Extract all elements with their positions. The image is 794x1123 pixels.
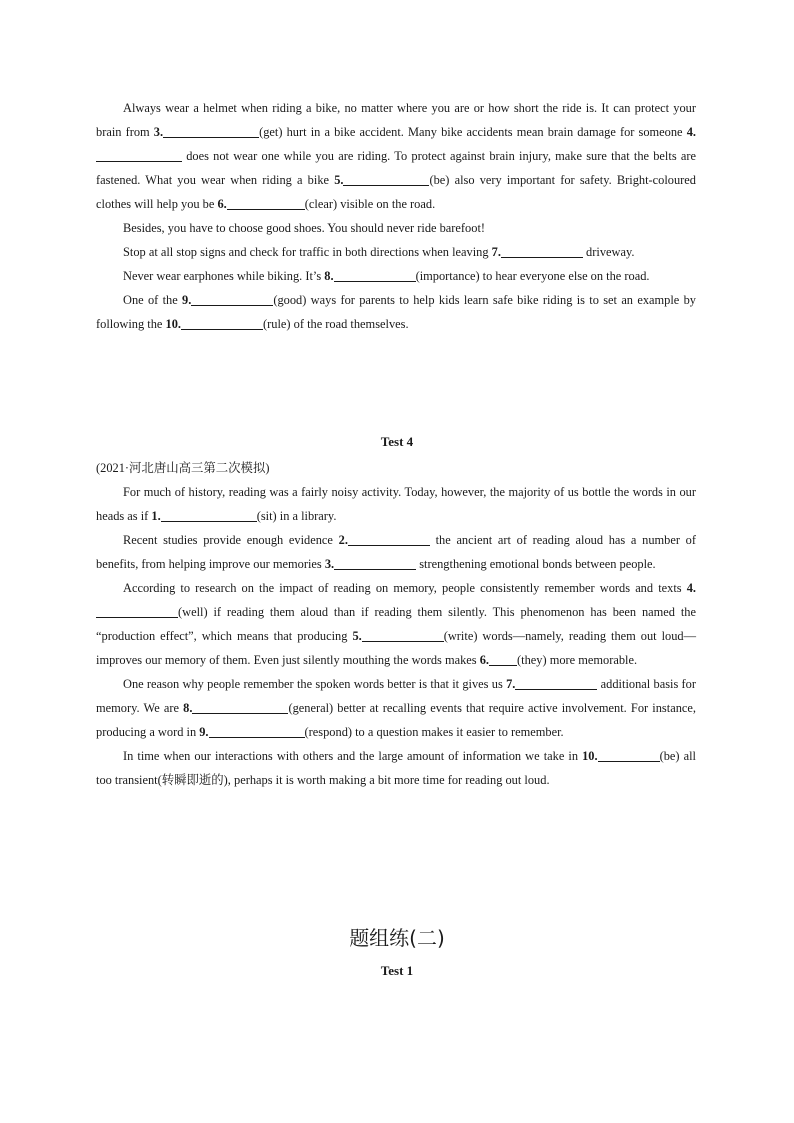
paragraph: One of the 9. (good) ways for parents to help kids learn safe bike riding is to set an example by following the 10. (rule) of the road themselves. xyxy=(96,293,696,331)
answer-blank[interactable] xyxy=(501,243,583,258)
blank-number: 10. xyxy=(582,749,598,763)
passage-test3 xyxy=(96,96,696,336)
answer-blank[interactable] xyxy=(191,291,273,306)
blank-number: 1. xyxy=(151,509,161,523)
blank-number: 4. xyxy=(686,581,696,595)
paragraph: According to research on the impact of reading on memory, people consistently remember words and texts 4.(well) if reading them aloud than if reading them silently. This phenomenon has been named the “production effect”, which means that producing 5. (write) words—namely, reading them out loud—improves our memory of them. Even just silently mouthing the words makes 6. (they) more memorable. xyxy=(96,581,697,667)
paragraph: Besides, you have to choose good shoes. You should never ride barefoot! xyxy=(123,221,486,235)
blank-number: 4. xyxy=(686,125,696,139)
paragraph: Always wear a helmet when riding a bike, no matter where you are or how short the ride is. It can protect your brain from 3. (get) hurt in a bike accident. Many bike accidents mean brain damage for someone 4. does not wear one while you are riding. To protect against brain injury, make sure that the belts are fastened. What you wear when riding a bike 5. (be) also very important for safety. Bright-coloured clothes will help you be 6. (clear) visible on the road. xyxy=(96,101,696,211)
blank-number: 7. xyxy=(506,677,516,691)
answer-blank[interactable] xyxy=(515,675,597,690)
blank-number: 8. xyxy=(183,701,193,715)
test-heading: Test 4 xyxy=(380,434,414,449)
blank-number: 6. xyxy=(217,197,227,211)
answer-blank[interactable] xyxy=(181,315,263,330)
answer-blank[interactable] xyxy=(96,147,182,162)
blank-number: 2. xyxy=(338,533,348,547)
blank-number: 9. xyxy=(182,293,192,307)
passage-test4 xyxy=(96,456,696,792)
blank-number: 5. xyxy=(352,629,362,643)
answer-blank[interactable] xyxy=(362,627,444,642)
paragraph: Recent studies provide enough evidence 2. the ancient art of reading aloud has a number of benefits, from helping improve our memories 3. strengthening emotional bonds between people. xyxy=(96,533,696,571)
answer-blank[interactable] xyxy=(96,603,178,618)
answer-blank[interactable] xyxy=(192,699,288,714)
source-note: (2021·河北唐山高三第二次模拟) xyxy=(96,461,270,475)
blank-number: 9. xyxy=(199,725,209,739)
answer-blank[interactable] xyxy=(161,507,257,522)
answer-blank[interactable] xyxy=(209,723,305,738)
blank-number: 5. xyxy=(334,173,344,187)
test-heading: Test 1 xyxy=(380,963,414,978)
answer-blank[interactable] xyxy=(598,747,660,762)
answer-blank[interactable] xyxy=(343,171,429,186)
answer-blank[interactable] xyxy=(489,651,517,666)
answer-blank[interactable] xyxy=(348,531,430,546)
paragraph: Never wear earphones while biking. It’s 8. (importance) to hear everyone else on the road. xyxy=(123,269,650,283)
blank-number: 8. xyxy=(324,269,334,283)
answer-blank[interactable] xyxy=(227,195,305,210)
section-title: 题组练(二) xyxy=(349,926,445,950)
answer-blank[interactable] xyxy=(334,267,416,282)
paragraph: One reason why people remember the spoken words better is that it gives us 7. additional basis for memory. We are 8. (general) better at recalling events that require active involvement. For instance, producing a word in 9. (respond) to a question makes it easier to remember. xyxy=(96,677,697,739)
blank-number: 10. xyxy=(165,317,182,331)
answer-blank[interactable] xyxy=(163,123,259,138)
blank-number: 3. xyxy=(153,125,164,139)
paragraph: For much of history, reading was a fairly noisy activity. Today, however, the majority of us bottle the words in our heads as if 1. (sit) in a library. xyxy=(96,485,696,523)
blank-number: 7. xyxy=(491,245,501,259)
paragraph: Stop at all stop signs and check for traffic in both directions when leaving 7. driveway. xyxy=(123,245,635,259)
paragraph: In time when our interactions with others and the large amount of information we take in 10. (be) all too transient(转瞬即逝的), perhaps it is worth making a bit more time for reading out loud. xyxy=(96,749,696,787)
blank-number: 6. xyxy=(479,653,490,667)
answer-blank[interactable] xyxy=(334,555,416,570)
blank-number: 3. xyxy=(324,557,335,571)
